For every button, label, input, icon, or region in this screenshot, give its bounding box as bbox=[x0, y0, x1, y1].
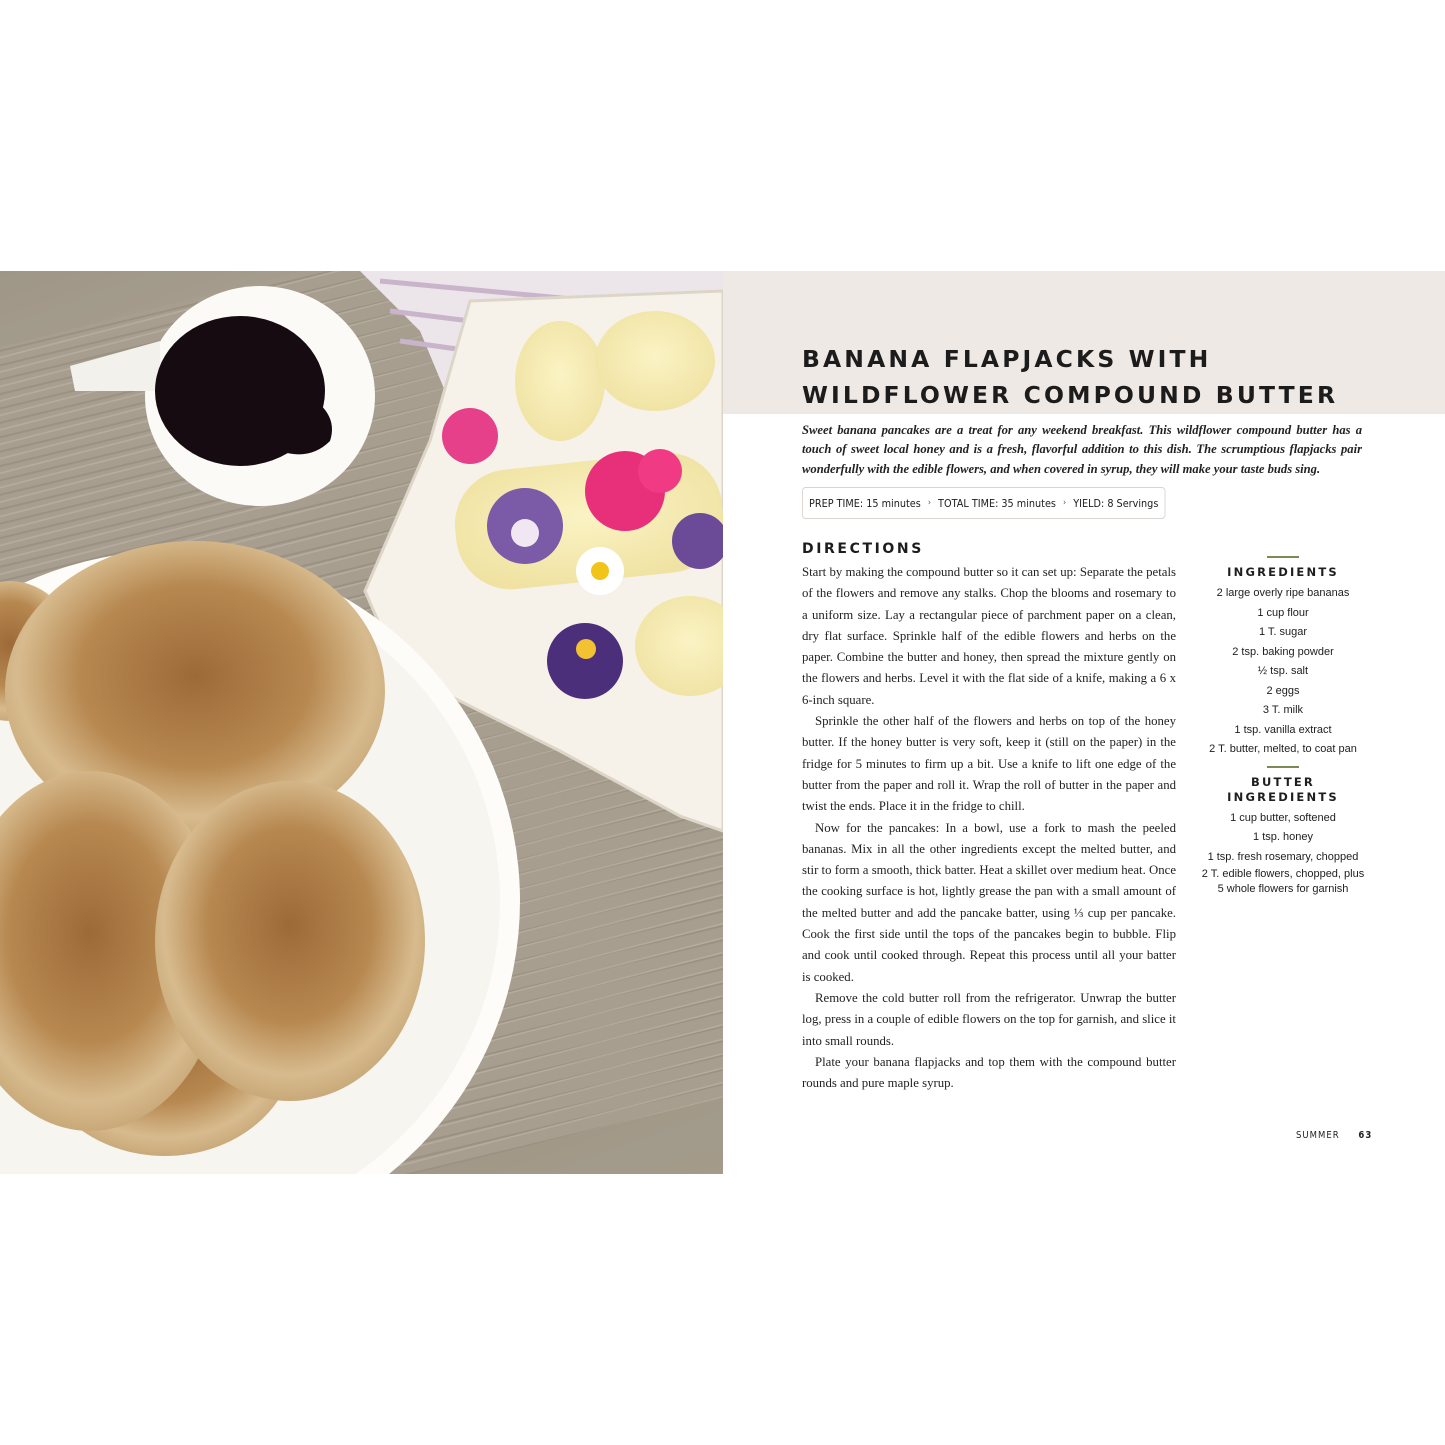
page-number: 63 bbox=[1358, 1130, 1373, 1141]
directions-paragraph: Plate your banana flapjacks and top them with the compound butter rounds and pure maple syrup. bbox=[802, 1054, 1176, 1091]
recipe-title-line-1: BANANA FLAPJACKS WITH bbox=[802, 345, 1212, 373]
list-item: 1 tsp. fresh rosemary, chopped bbox=[1207, 850, 1359, 863]
recipe-meta-box bbox=[802, 487, 1165, 519]
list-item: 2 T. butter, melted, to coat pan bbox=[1209, 743, 1357, 755]
recipe-title bbox=[802, 341, 1338, 413]
directions-paragraph: Start by making the compound butter so it can set up: Separate the petals of the flowers and remove any stalks. Chop the blooms and rosemary to a uniform size. Lay a rectangular piece of parchment paper on a clean, dry flat surface. Sprinkle half of the edible flowers and herbs on the paper. Combine the butter and honey, then spread the mixture gently on the flowers and herbs. Level it with the flat side of a knife, making a 6 x 6-inch square. bbox=[802, 565, 1176, 707]
ingredients-list bbox=[1190, 584, 1376, 760]
ingredients-heading: INGREDIENTS bbox=[1227, 565, 1339, 579]
chevron-right-icon: › bbox=[927, 498, 932, 508]
butter-ingredients-heading bbox=[1190, 775, 1376, 805]
directions-heading: DIRECTIONS bbox=[802, 541, 924, 557]
butter-ingredients-list bbox=[1190, 809, 1376, 898]
chevron-right-icon: › bbox=[1063, 498, 1067, 508]
recipe-intro: Sweet banana pancakes are a treat for any weekend breakfast. This wildflower compound butter has a touch of sweet local honey and is a fresh, flavorful addition to this dish. The scrumptious flapjacks pair wonderfully with the edible flowers, and when covered in syrup, they will make your taste buds sing. bbox=[802, 423, 1362, 476]
butter-heading-line-1: BUTTER bbox=[1251, 774, 1315, 789]
list-item: ½ tsp. salt bbox=[1257, 665, 1309, 677]
list-item: 1 cup butter, softened bbox=[1230, 811, 1336, 824]
recipe-spread bbox=[0, 271, 1445, 1174]
list-item: 1 T. sugar bbox=[1258, 626, 1308, 638]
list-item: 2 eggs bbox=[1266, 684, 1300, 697]
list-item: 3 T. milk bbox=[1262, 704, 1304, 716]
directions-text bbox=[802, 562, 1176, 1094]
divider bbox=[1267, 766, 1299, 768]
list-item: 1 tsp. vanilla extract bbox=[1234, 723, 1332, 736]
yield: YIELD: 8 Servings bbox=[1073, 496, 1159, 510]
list-item: 2 tsp. baking powder bbox=[1232, 645, 1334, 658]
list-item: 1 cup flour bbox=[1257, 606, 1309, 619]
list-item: 5 whole flowers for garnish bbox=[1217, 883, 1349, 895]
directions-paragraph: Sprinkle the other half of the flowers and herbs on top of the honey butter. If the honey butter is very soft, keep it (still on the paper) in the fridge for 5 minutes to firm up a bit. Use a knife to lift one edge of the butter from the paper and roll it. Wrap the roll of butter in the paper and twist the ends. Place it in the fridge to chill. bbox=[802, 714, 1176, 814]
pancakes-illustration bbox=[0, 271, 723, 1174]
divider bbox=[1267, 556, 1299, 558]
butter-heading-line-2: INGREDIENTS bbox=[1227, 789, 1339, 804]
recipe-photo bbox=[0, 271, 723, 1174]
directions-paragraph: Remove the cold butter roll from the refrigerator. Unwrap the butter log, press in a couple of edible flowers on the top for garnish, and slice it into small rounds. bbox=[802, 990, 1176, 1048]
prep-time: PREP TIME: 15 minutes bbox=[809, 496, 921, 510]
total-time: TOTAL TIME: 35 minutes bbox=[938, 496, 1056, 510]
page-footer bbox=[1296, 1130, 1372, 1141]
section-name: SUMMER bbox=[1296, 1130, 1340, 1141]
ingredients-sidebar bbox=[1190, 556, 1376, 897]
directions-paragraph: Now for the pancakes: In a bowl, use a fork to mash the peeled bananas. Mix in all the other ingredients except the melted butter, and stir to form a smooth, thick batter. Heat a skillet over medium heat. Once the cooking surface is hot, lightly grease the pan with a small amount of the melted butter and add the pancake batter, using ⅓ cup per pancake. Cook the first side until the tops of the pancakes begin to bubble. Flip and cook until cooked through. Repeat this process until all your batter is cooked. bbox=[802, 820, 1176, 984]
list-item: 2 T. edible flowers, chopped, plus bbox=[1201, 868, 1365, 880]
list-item: 2 large overly ripe bananas bbox=[1216, 587, 1350, 599]
recipe-title-line-2: WILDFLOWER COMPOUND BUTTER bbox=[802, 381, 1339, 409]
list-item: 1 tsp. honey bbox=[1253, 831, 1313, 843]
